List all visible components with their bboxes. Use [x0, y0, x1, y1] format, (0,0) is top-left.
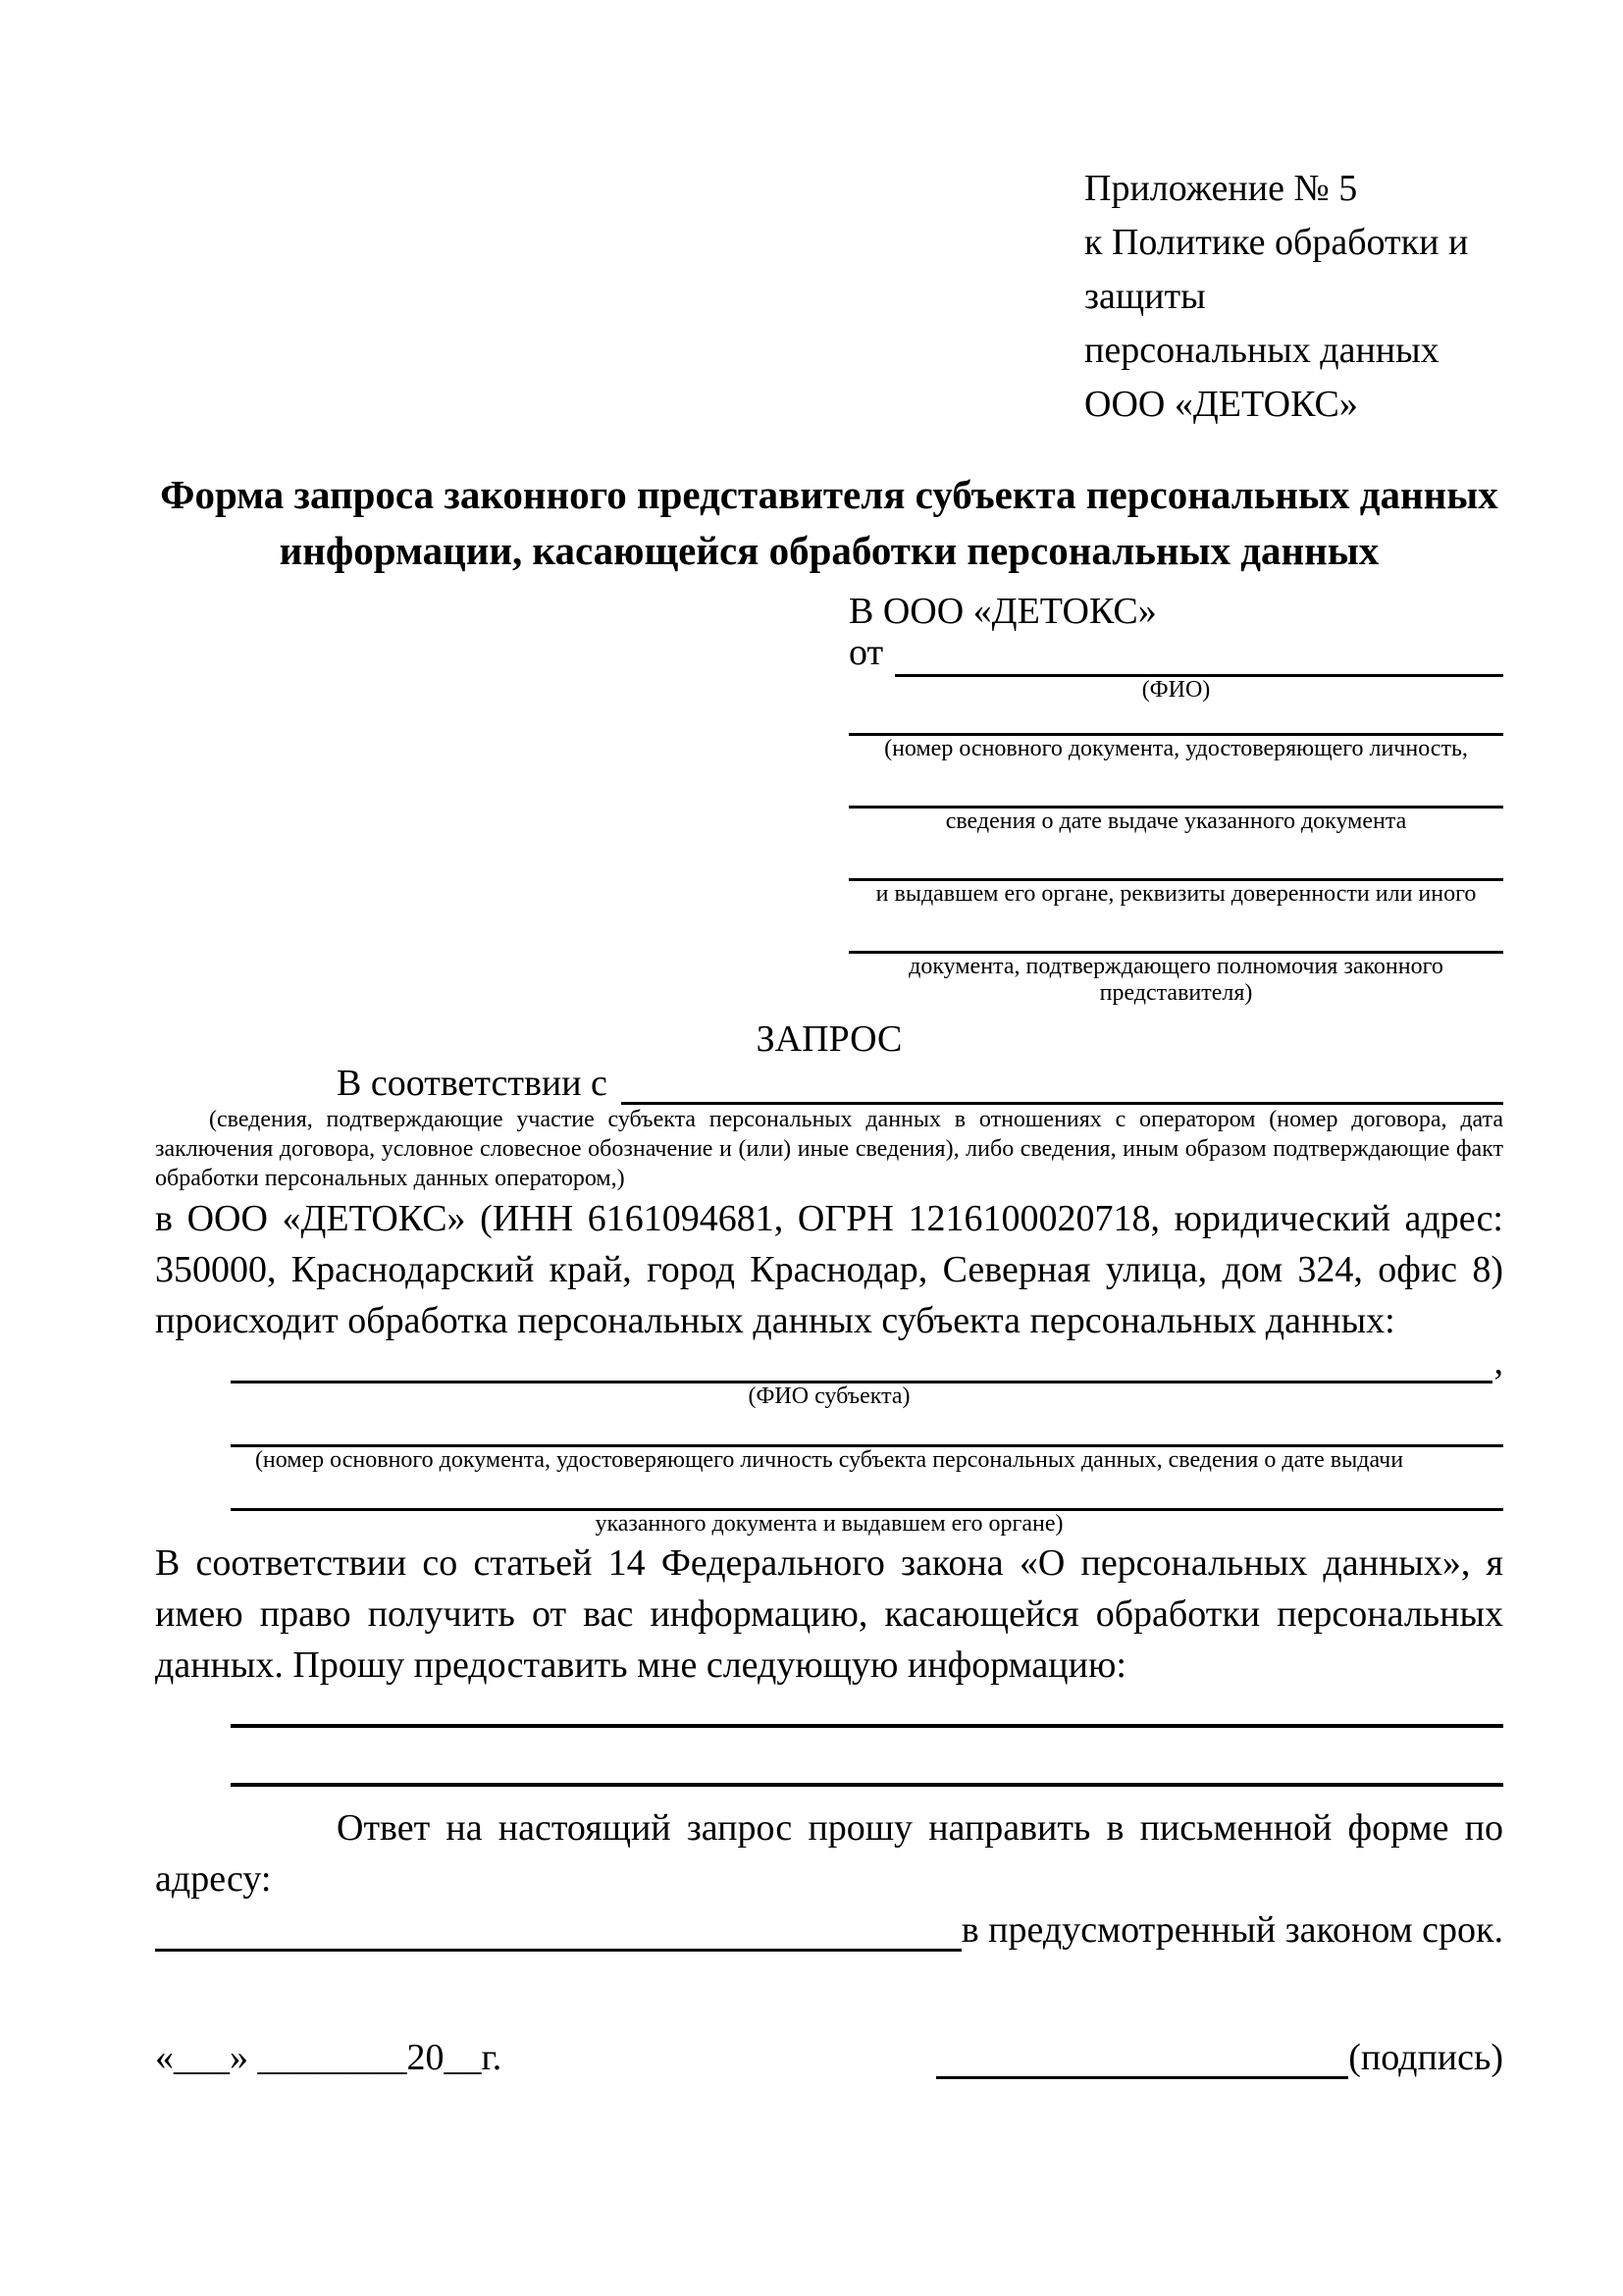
signature-block [936, 2036, 1503, 2079]
representative-authority-caption: документа, подтверждающего полномочия законного представителя) [909, 954, 1443, 1006]
annex-note-line: к Политике обработки и защиты [1084, 222, 1469, 317]
document-title: Форма запроса законного представителя субъекта персональных данных информации, касающейся обработки персональных данных [160, 472, 1498, 573]
annex-note-line: Приложение № 5 [1084, 168, 1358, 209]
annex-note-line: ООО «ДЕТОКС» [1084, 384, 1358, 425]
operator-paragraph: в ООО «ДЕТОКС» (ИНН 6161094681, ОГРН 1216100020718, юридический адрес: 350000, Краснодарский край, город Краснодар, Северная улица, дом 324, офис 8) происходит обработка персональных данных субъекта персональных данных: [155, 1198, 1503, 1341]
accordance-label: В соответствии с [337, 1063, 607, 1104]
reply-address-fill-line[interactable] [155, 1949, 962, 1952]
subject-authority-caption: указанного документа и выдавшем его органе) [595, 1511, 1064, 1537]
request-heading: ЗАПРОС [756, 1018, 903, 1060]
annex-note [1084, 162, 1503, 432]
information-fill-line-2[interactable] [231, 1728, 1503, 1787]
signature-caption: (подпись) [1348, 2037, 1503, 2078]
signature-fill-line[interactable] [936, 2039, 1348, 2079]
document-number-fill-line[interactable] [849, 704, 1503, 736]
representative-authority-fill-line[interactable] [849, 908, 1503, 954]
reply-address-row [155, 1905, 1503, 1952]
addressee-block [849, 587, 1503, 1007]
from-label: от [849, 632, 884, 673]
fio-caption: (ФИО) [1141, 677, 1211, 703]
reply-paragraph: Ответ на настоящий запрос прошу направить в письменной форме по адресу: [155, 1807, 1503, 1900]
issue-date-fill-line[interactable] [849, 762, 1503, 809]
subject-document-row [231, 1410, 1503, 1447]
reply-suffix: в предусмотренный законом срок. [961, 1909, 1503, 1951]
issuing-authority-fill-line[interactable] [849, 835, 1503, 881]
annex-note-line: персональных данных [1084, 330, 1440, 371]
issuing-authority-caption: и выдавшем его органе, реквизиты доверенности или иного [875, 881, 1477, 907]
document-number-caption: (номер основного документа, удостоверяющего личность, [884, 736, 1468, 761]
subject-authority-row [231, 1474, 1503, 1511]
footer-row [155, 2036, 1503, 2079]
addressee-to: В ООО «ДЕТОКС» [849, 591, 1157, 632]
accordance-row [155, 1062, 1503, 1105]
law-paragraph: В соответствии со статьей 14 Федерального закона «О персональных данных», я имею право получить от вас информацию, касающейся обработки персональных данных. Прошу предоставить мне следующую информацию: [155, 1542, 1503, 1686]
issue-date-caption: сведения о дате выдаче указанного документа [945, 809, 1407, 834]
subject-fio-suffix: , [1493, 1341, 1503, 1383]
subject-document-caption: (номер основного документа, удостоверяющего личность субъекта персональных данных, сведения о дате выдачи [254, 1447, 1404, 1473]
from-row [849, 632, 1503, 677]
information-fill-line-1[interactable] [231, 1691, 1503, 1728]
subject-fio-caption: (ФИО субъекта) [748, 1383, 911, 1409]
accordance-caption: (сведения, подтверждающие участие субъекта персональных данных в отношениях с оператором (номер договора, дата заключения договора, условное словесное обозначение и (или) иные сведения), либо сведения, иным образом подтверждающие факт обработки персональных данных оператором,) [155, 1107, 1503, 1191]
subject-fio-row [231, 1341, 1503, 1383]
date-line: «___» ________20__г. [155, 2037, 502, 2078]
